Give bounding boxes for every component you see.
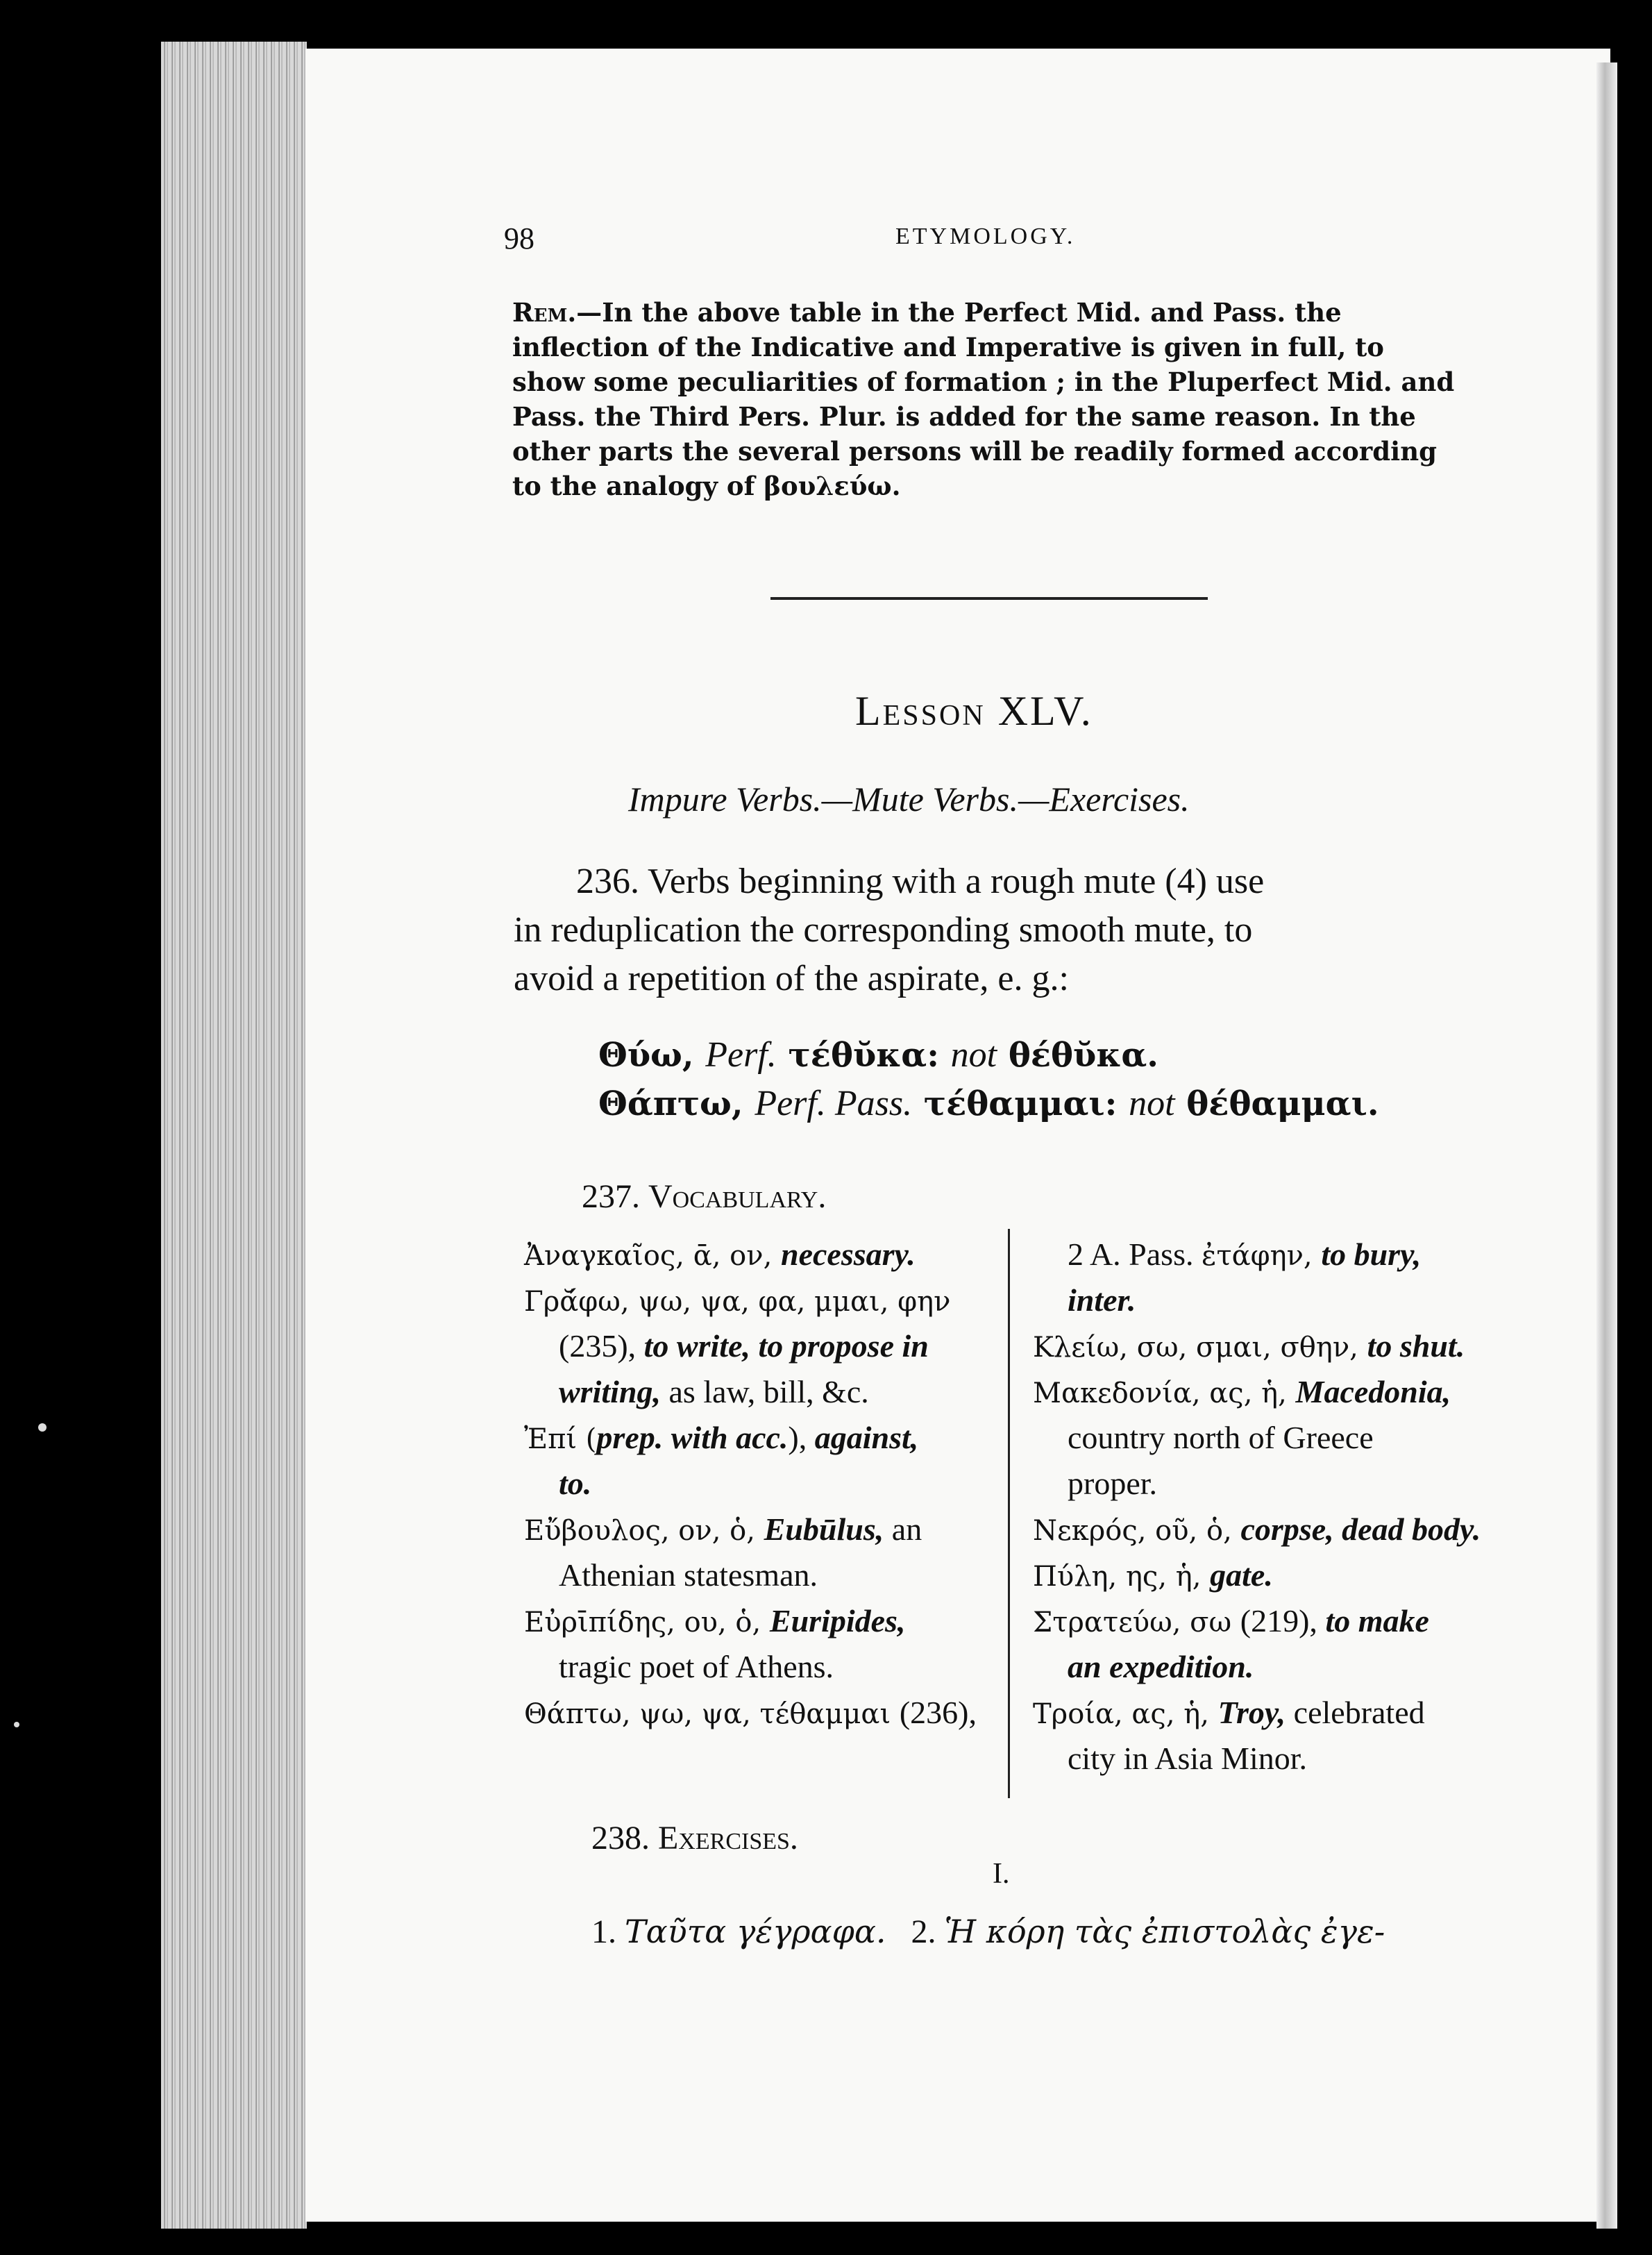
vocab-right-line [1068, 1465, 1157, 1502]
vocab-left-line [559, 1557, 818, 1593]
vocab-right-text: Πύλη, ης, ἡ, [1033, 1561, 1211, 1593]
vocab-left-line [524, 1419, 918, 1456]
remark-line-6: to the analogy of βουλεύω. [512, 471, 901, 501]
vocab-left-text: to write, to propose in [643, 1328, 929, 1364]
vocab-right-line [1068, 1419, 1374, 1456]
vocab-right-text: Κλείω, σω, σμαι, σθην, [1033, 1332, 1367, 1364]
vocab-right-text: to make [1325, 1603, 1429, 1638]
remark-line-1: Rem.—In the above table in the Perfect Mid. and Pass. the [512, 297, 1342, 328]
vocab-left-text: Ἐπί ( [524, 1423, 597, 1455]
remark-line-3: show some peculiarities of formation ; in the Pluperfect Mid. and [512, 367, 1455, 397]
vocab-right-text: corpse, dead body. [1240, 1511, 1481, 1547]
running-title: ETYMOLOGY. [895, 224, 1076, 249]
vocab-right-line [1068, 1740, 1307, 1777]
vocab-left-text: Εὐρῑπίδης, ου, ὁ, [524, 1607, 770, 1638]
lesson-subtitle: Impure Verbs.—Mute Verbs.—Exercises. [628, 780, 1190, 819]
vocab-right-text: Στρατεύω, σω [1033, 1607, 1240, 1638]
vocab-left-text: Εὔβουλος, ον, ὁ, [524, 1515, 764, 1547]
vocab-right-text: to shut. [1367, 1328, 1465, 1364]
vocab-right-line [1068, 1236, 1421, 1273]
exercise-text: Ταῦτα γέγραφα. [625, 1913, 886, 1950]
vocab-right-text: proper. [1068, 1466, 1158, 1501]
vocab-right-text: an expedition. [1068, 1649, 1254, 1684]
vocab-left-text: as law, bill, &c. [668, 1374, 869, 1409]
vocab-left-text: Euripides, [769, 1603, 906, 1638]
vocab-left-text: Athenian statesman. [559, 1557, 818, 1593]
vocab-left-line [524, 1602, 905, 1639]
scan-border [0, 0, 161, 2255]
section-divider [770, 597, 1208, 600]
vocab-right-line [1033, 1373, 1451, 1410]
vocab-left-text: writing, [559, 1374, 669, 1409]
vocab-left-line [524, 1282, 950, 1318]
vocab-right-line [1068, 1648, 1254, 1685]
vocab-right-text: Troy, [1217, 1695, 1294, 1730]
exercises-heading: 238. Exercises. [591, 1820, 798, 1856]
exercise-part-label: I. [993, 1858, 1010, 1890]
exercise-text: Ἡ κόρη τὰς ἐπιστολὰς ἐγε- [944, 1913, 1385, 1950]
remark-line-5: other parts the several persons will be readily formed according [512, 436, 1437, 467]
vocab-right-text: Νεκρός, οῦ, ὁ, [1033, 1515, 1241, 1547]
vocab-right-text: celebrated [1293, 1695, 1425, 1730]
vocab-right-line [1068, 1282, 1136, 1318]
vocab-right-text: Μακεδονία, ας, ἡ, [1033, 1377, 1296, 1409]
column-divider [1008, 1229, 1010, 1798]
vocab-right-line [1033, 1602, 1429, 1639]
vocab-right-text: Macedonia, [1295, 1374, 1451, 1409]
vocab-right-text: inter. [1068, 1282, 1136, 1318]
vocab-left-text: ), [788, 1420, 815, 1455]
vocab-left-line [559, 1465, 591, 1502]
scan-speck [38, 1423, 47, 1432]
vocab-left-text: Θάπτω, ψω, ψα, τέθαμμαι [524, 1698, 900, 1730]
vocab-right-line [1033, 1511, 1481, 1548]
vocab-left-text: necessary. [781, 1237, 916, 1272]
vocab-left-text: Eubūlus, [764, 1511, 892, 1547]
paragraph-236-line-1: 236. Verbs beginning with a rough mute (4) use [576, 862, 1265, 901]
vocab-left-text: Γρᾰ́φω, ψω, ψα, φα, μμαι, φην [524, 1286, 951, 1318]
vocab-left-text: to. [559, 1466, 592, 1501]
vocab-right-text: ἐτάφην, [1201, 1240, 1322, 1272]
vocab-left-line [559, 1648, 834, 1685]
vocab-right-line [1033, 1694, 1425, 1731]
vocab-left-line [559, 1327, 929, 1364]
scan-speck [14, 1722, 19, 1727]
vocab-left-text: an [891, 1511, 922, 1547]
remark-line-4: Pass. the Third Pers. Plur. is added for the same reason. In the [512, 401, 1416, 432]
remark-line-2: inflection of the Indicative and Imperative is given in full, to [512, 332, 1384, 362]
vocab-right-text: city in Asia Minor. [1068, 1741, 1307, 1776]
vocab-left-text: Ἀναγκαῖος, ᾱ, ον, [524, 1240, 781, 1272]
vocab-left-text: tragic poet of Athens. [559, 1649, 834, 1684]
page-number: 98 [504, 221, 534, 255]
vocab-right-text: 2 A. Pass. [1068, 1237, 1202, 1272]
example-line-1: Θύω, Perf. τέθῠκα: not θέθῠκα. [598, 1035, 1158, 1075]
vocab-right-text: Τροία, ας, ἡ, [1033, 1698, 1218, 1730]
facing-page-edge [1596, 62, 1617, 2229]
vocab-left-line [524, 1511, 922, 1548]
paragraph-236-line-3: avoid a repetition of the aspirate, e. g.: [514, 959, 1069, 998]
vocab-right-text: to bury, [1321, 1237, 1422, 1272]
paragraph-236-line-2: in reduplication the corresponding smooth mute, to [514, 910, 1253, 950]
vocab-left-line [524, 1694, 977, 1731]
exercise-text: 1. [591, 1913, 625, 1950]
vocab-left-line [524, 1236, 916, 1273]
vocab-left-text: (235), [559, 1328, 644, 1364]
vocabulary-heading: 237. Vocabulary. [582, 1178, 827, 1215]
exercise-text: 2. [886, 1913, 945, 1950]
lesson-title: Lesson XLV. [855, 688, 1093, 734]
vocab-right-text: gate. [1210, 1557, 1273, 1593]
vocab-left-text: prep. with acc. [596, 1420, 789, 1455]
vocab-left-text: (236), [899, 1695, 977, 1730]
vocab-left-text: against, [814, 1420, 919, 1455]
vocab-right-text: (219), [1240, 1603, 1326, 1638]
vocab-right-line [1033, 1557, 1273, 1593]
exercise-line-1 [591, 1913, 1385, 1951]
page-edges [161, 42, 307, 2229]
vocab-right-line [1033, 1327, 1465, 1364]
vocab-right-text: country north of Greece [1068, 1420, 1374, 1455]
vocab-left-line [559, 1373, 869, 1410]
example-line-2: Θάπτω, Perf. Pass. τέθαμμαι: not θέθαμμαι. [598, 1084, 1379, 1123]
remark-label: Rem. [512, 297, 577, 328]
